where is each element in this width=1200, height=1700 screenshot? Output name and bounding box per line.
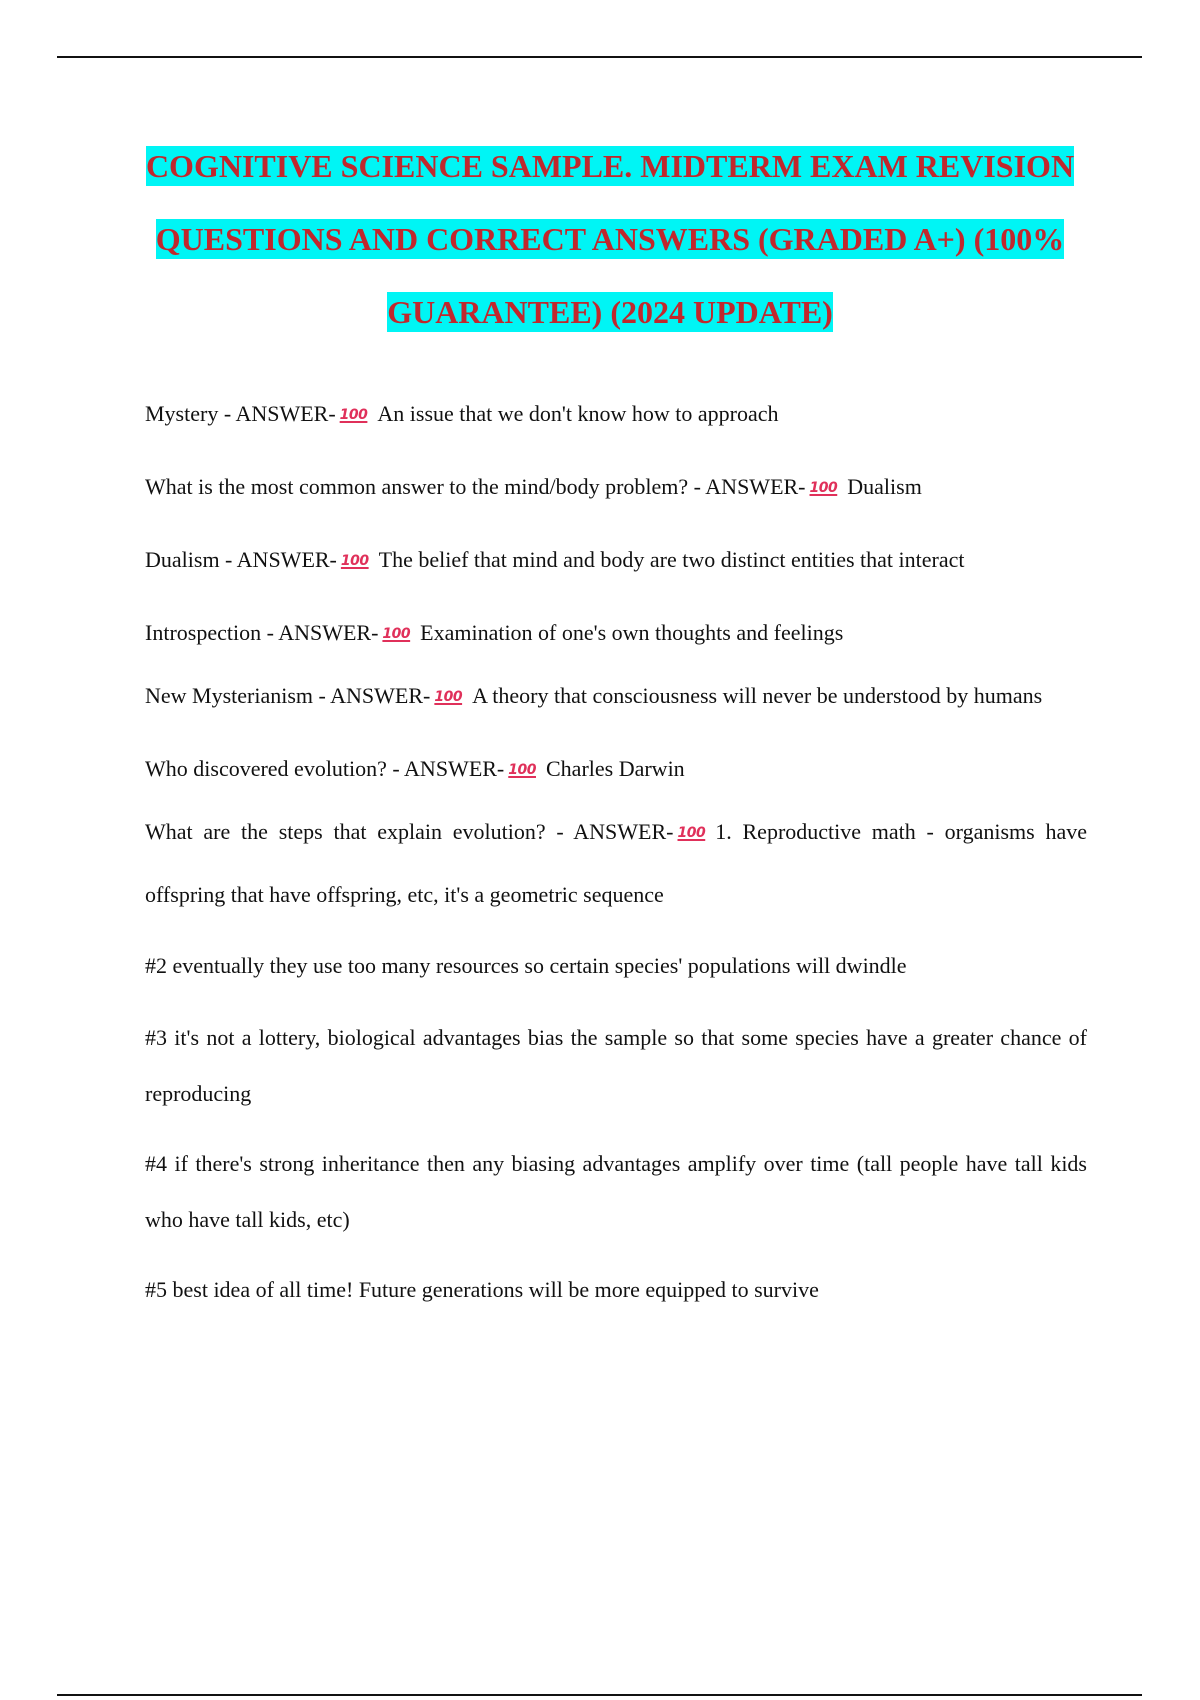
- qa-answer: Charles Darwin: [546, 756, 685, 781]
- qa-prompt: Introspection - ANSWER-: [145, 620, 379, 645]
- step-item: #3 it's not a lottery, biological advantages bias the sample so that some species have a greater chance of reproducing: [145, 1025, 1087, 1106]
- qa-item: [145, 519, 1087, 602]
- qa-prompt: New Mysterianism - ANSWER-: [145, 683, 431, 708]
- qa-prompt: What are the steps that explain evolution? - ANSWER-: [145, 819, 674, 844]
- hundred-points-icon: 100: [382, 626, 411, 642]
- qa-answer: An issue that we don't know how to approach: [377, 401, 779, 426]
- qa-prompt: Dualism - ANSWER-: [145, 547, 337, 572]
- title-line-3: GUARANTEE) (2024 UPDATE): [387, 294, 833, 330]
- qa-item: [145, 592, 1087, 675]
- bottom-rule: [57, 1694, 1142, 1696]
- qa-content: [145, 383, 1087, 1318]
- qa-prompt: What is the most common answer to the mind/body problem? - ANSWER-: [145, 474, 806, 499]
- hundred-points-icon: 100: [677, 825, 706, 841]
- step-item: #4 if there's strong inheritance then any biasing advantages amplify over time (tall people have tall kids who have tall kids, etc): [145, 1151, 1087, 1232]
- qa-answer: A theory that consciousness will never be understood by humans: [472, 683, 1043, 708]
- qa-answer: Dualism: [847, 474, 922, 499]
- hundred-points-icon: 100: [508, 762, 536, 778]
- qa-item: [145, 373, 1087, 456]
- document-title: [140, 130, 1080, 349]
- title-line-2: QUESTIONS AND CORRECT ANSWERS (GRADED A+) (100%: [155, 221, 1065, 257]
- step-item: #5 best idea of all time! Future generations will be more equipped to survive: [145, 1277, 819, 1302]
- qa-prompt: Who discovered evolution? - ANSWER-: [145, 756, 505, 781]
- qa-answer: 1. Reproductive math - organisms have offspring that have offspring, etc, it's a geometric sequence: [145, 819, 1088, 907]
- hundred-points-icon: 100: [340, 553, 369, 569]
- hundred-points-icon: 100: [809, 480, 838, 496]
- step-item: #2 eventually they use too many resources so certain species' populations will dwindle: [145, 953, 907, 978]
- qa-item: [145, 665, 1087, 728]
- qa-item: [145, 801, 1087, 925]
- top-rule: [57, 56, 1142, 58]
- hundred-points-icon: 100: [434, 689, 463, 705]
- title-line-1: COGNITIVE SCIENCE SAMPLE. MIDTERM EXAM REVISION: [145, 148, 1075, 184]
- qa-item: [145, 728, 1087, 811]
- qa-answer: Examination of one's own thoughts and feelings: [420, 620, 844, 645]
- qa-prompt: Mystery - ANSWER-: [145, 401, 336, 426]
- hundred-points-icon: 100: [339, 407, 368, 423]
- qa-answer: The belief that mind and body are two distinct entities that interact: [378, 547, 965, 572]
- qa-item: [145, 446, 1087, 529]
